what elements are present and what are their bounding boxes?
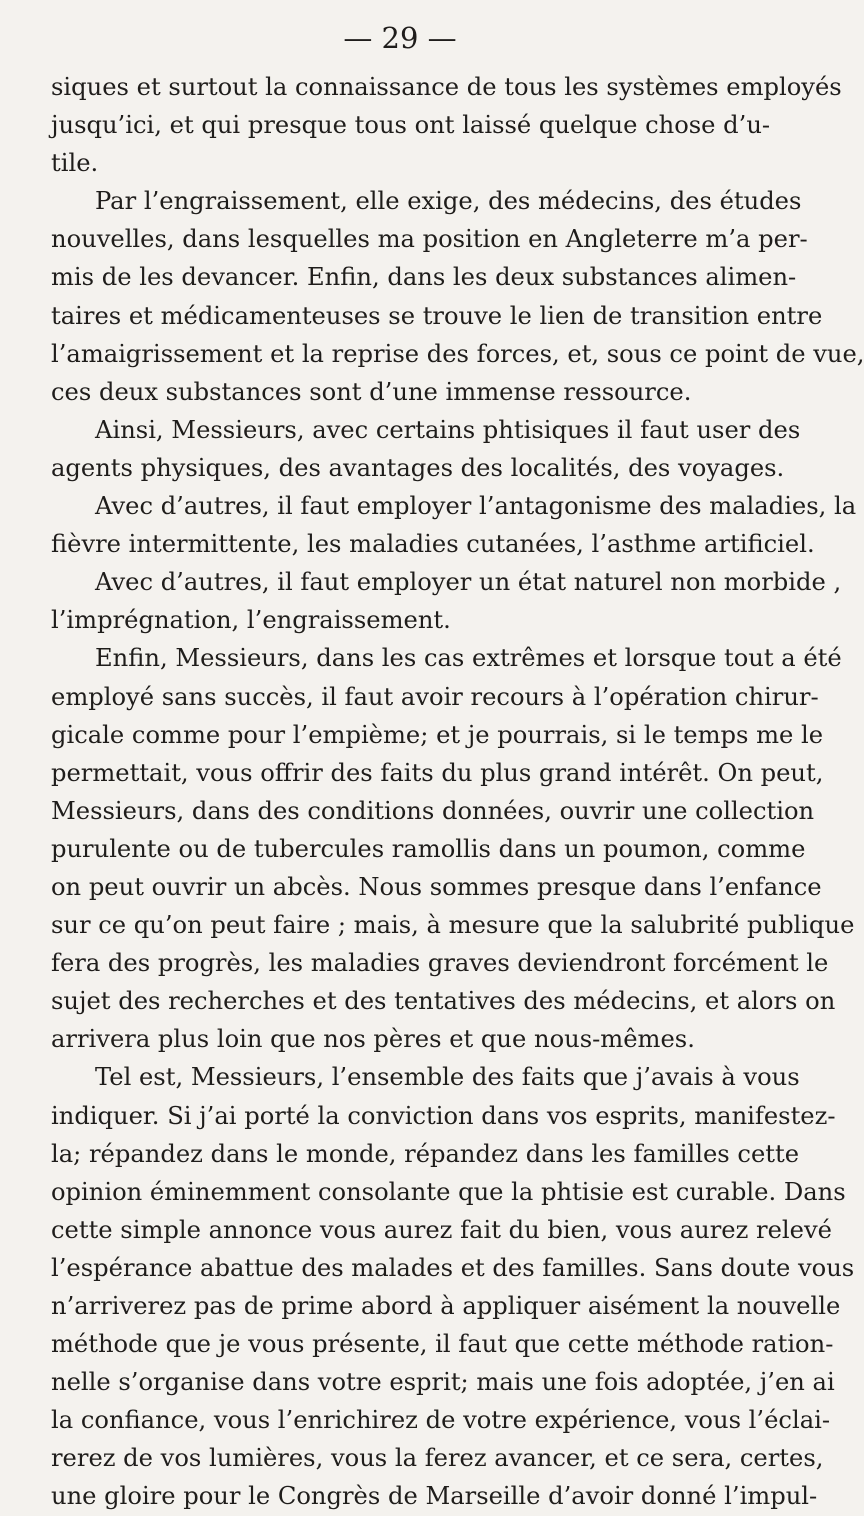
text-line: l’espérance abattue des malades et des familles. Sans doute vous	[51, 1253, 855, 1282]
text-line: siques et surtout la connaissance de tous les systèmes employés	[51, 73, 842, 101]
text-line: l’imprégnation, l’engraissement.	[51, 606, 451, 635]
text-line: n’arriverez pas de prime abord à appliquer aisément la nouvelle	[51, 1292, 841, 1320]
text-line: permettait, vous offrir des faits du plus grand intérêt. On peut,	[51, 758, 824, 787]
text-line: Messieurs, dans des conditions données, ouvrir une collection	[51, 796, 815, 825]
text-line: Avec d’autres, il faut employer un état naturel non morbide ,	[95, 568, 842, 597]
text-line: on peut ouvrir un abcès. Nous sommes presque dans l’enfance	[51, 872, 822, 901]
text-line: ces deux substances sont d’une immense ressource.	[51, 377, 692, 406]
text-line: opinion éminemment consolante que la phtisie est curable. Dans	[51, 1177, 846, 1206]
body-text	[51, 68, 864, 1516]
text-line: arrivera plus loin que nos pères et que nous-mêmes.	[51, 1025, 695, 1054]
text-line: fera des progrès, les maladies graves deviendront forcément le	[51, 949, 829, 978]
text-line: sur ce qu’on peut faire ; mais, à mesure que la salubrité publique	[51, 911, 855, 940]
page-number: — 29 —	[343, 21, 457, 55]
text-line: fièvre intermittente, les maladies cutanées, l’asthme artificiel.	[51, 530, 815, 559]
text-line: l’amaigrissement et la reprise des forces, et, sous ce point de vue,	[51, 339, 864, 368]
text-line: jusqu’ici, et qui presque tous ont laissé quelque chose d’u-	[51, 111, 771, 140]
text-line: mis de les devancer. Enfin, dans les deux substances alimen-	[51, 263, 797, 292]
text-line: Tel est, Messieurs, l’ensemble des faits que j’avais à vous	[95, 1063, 800, 1092]
text-line: Enfin, Messieurs, dans les cas extrêmes et lorsque tout a été	[95, 644, 842, 673]
text-line: employé sans succès, il faut avoir recours à l’opération chirur-	[51, 682, 819, 711]
text-line: une gloire pour le Congrès de Marseille d’avoir donné l’impul-	[51, 1482, 818, 1511]
text-line: Ainsi, Messieurs, avec certains phtisiques il faut user des	[95, 415, 801, 444]
text-line: agents physiques, des avantages des localités, des voyages.	[51, 453, 785, 482]
text-line: Par l’engraissement, elle exige, des médecins, des études	[95, 187, 802, 216]
text-line: la confiance, vous l’enrichirez de votre expérience, vous l’éclai-	[51, 1406, 831, 1435]
text-line: la; répandez dans le monde, répandez dans les familles cette	[51, 1139, 800, 1168]
text-line: Avec d’autres, il faut employer l’antagonisme des maladies, la	[95, 492, 857, 521]
text-line: indiquer. Si j’ai porté la conviction dans vos esprits, manifestez-	[51, 1101, 836, 1130]
text-line: méthode que je vous présente, il faut que cette méthode ration-	[51, 1330, 834, 1359]
text-line: cette simple annonce vous aurez fait du bien, vous aurez relevé	[51, 1215, 832, 1244]
text-line: nelle s’organise dans votre esprit; mais une fois adoptée, j’en ai	[51, 1368, 835, 1397]
text-line: sujet des recherches et des tentatives des médecins, et alors on	[51, 987, 836, 1016]
text-line: tile.	[51, 149, 99, 178]
text-line: purulente ou de tubercules ramollis dans un poumon, comme	[51, 834, 806, 863]
text-line: gicale comme pour l’empième; et je pourrais, si le temps me le	[51, 720, 824, 749]
text-line: taires et médicamenteuses se trouve le lien de transition entre	[51, 301, 823, 330]
text-line: nouvelles, dans lesquelles ma position en Angleterre m’a per-	[51, 225, 808, 254]
text-line: rerez de vos lumières, vous la ferez avancer, et ce sera, certes,	[51, 1444, 824, 1473]
